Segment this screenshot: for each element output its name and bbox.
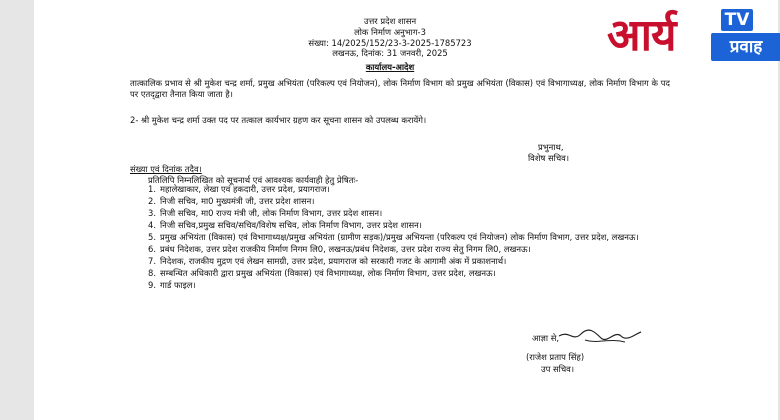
list-item-number: 5. [148,232,156,242]
logo-tv-badge: TV [721,9,753,31]
list-item-text: सम्बन्धित अधिकारी द्वारा प्रमुख अभियंता (विकास) एवं विभागाध्यक्ष, लोक निर्माण विभाग, उत्तर प्रदेश, लखनऊ। [160,268,496,278]
list-item [130,256,675,267]
signoff-designation: विशेष सचिव। [528,153,570,163]
list-item-text: प्रबंध निदेशक, उत्तर प्रदेश राजकीय निर्माण निगम लि0, लखनऊ/प्रबंध निदेशक, उत्तर प्रदेश राज्य सेतु निगम लि0, लखनऊ। [160,244,531,254]
signoff-name: प्रभुनाथ, [538,142,564,152]
list-item [130,184,675,195]
list-item-text: निजी सचिव, मा0 राज्य मंत्री जी, लोक निर्माण विभाग, उत्तर प्रदेश शासन। [160,208,383,218]
list-item [130,196,675,207]
list-item [130,244,675,255]
list-item [130,280,675,291]
list-item [130,268,675,279]
order-paragraph-1: तात्कालिक प्रभाव से श्री मुकेश चन्द्र शर्मा, प्रमुख अभियंता (परिकल्प एवं नियोजन), लोक निर्माण विभाग को प्रमुख अभियंता (विकास) एवं विभागाध्यक्ष, लोक निर्माण विभाग के पद पर एतद्‌द्वारा तैनात किया जाता है। [130,78,670,99]
order-paragraph-2: 2- श्री मुकेश चन्द्र शर्मा उक्त पद पर तत्काल कार्यभार ग्रहण कर सूचना शासन को उपलब्ध करायेंगे। [130,115,427,125]
closing-order-text: आज्ञा से, [532,333,560,343]
list-item-number: 4. [148,220,156,230]
header-government: उत्तर प्रदेश शासन [363,16,417,26]
header-section: लोक निर्माण अनुभाग-3 [354,27,426,37]
list-item-text: निजी सचिव, मा0 मुख्यमंत्री जी, उत्तर प्रदेश शासन। [160,196,315,206]
list-item-number: 7. [148,256,156,266]
copy-recipient-list [130,184,675,292]
list-item-number: 6. [148,244,156,254]
list-item-text: निदेशक, राजकीय मुद्रण एवं लेखन सामग्री, उत्तर प्रदेश, प्रयागराज को सरकारी गजट के आगामी अंक में प्रकाशनार्थ। [160,256,507,266]
list-item-text: महालेखाकार, लेखा एवं हकदारी, उत्तर प्रदेश, प्रयागराज। [160,184,330,194]
header-date: लखनऊ, दिनांक: 31 जनवरी, 2025 [332,48,448,58]
closing-designation: उप सचिव। [541,364,574,374]
list-item [130,232,675,243]
logo-main-text: आर्य [607,10,676,61]
document-title: कार्यालय-आदेश [365,62,415,72]
list-item-number: 1. [148,184,156,194]
list-item [130,208,675,219]
list-item-number: 2. [148,196,156,206]
logo-sub-text: प्रवाह [711,33,780,61]
reference-line: संख्या एवं दिनांक तदैव। [130,164,202,174]
list-item-number: 3. [148,208,156,218]
list-item-number: 8. [148,268,156,278]
list-item-text: प्रमुख अभियंता (विकास) एवं विभागाध्यक्ष/प्रमुख अभियंता (ग्रामीण सड़क)/प्रमुख अभियन्ता (परिकल्प एवं नियोजन) लोक निर्माण विभाग, उत्तर प्रदेश, लखनऊ। [160,232,639,242]
closing-name: (राजेश प्रताप सिंह) [526,352,585,362]
handwritten-signature [555,328,645,354]
list-item [130,220,675,231]
list-item-text: निजी सचिव,प्रमुख सचिव/सचिव/विशेष सचिव, लोक निर्माण विभाग, उत्तर प्रदेश शासन। [160,220,422,230]
list-item-number: 9. [148,280,156,290]
channel-logo [607,3,780,67]
list-item-text: गार्ड फाइल। [160,280,196,290]
header-reference-number: संख्या: 14/2025/152/23-3-2025-1785723 [308,38,472,48]
copy-intro: प्रतिलिपि निम्नलिखित को सूचनार्थ एवं आवश्यक कार्यवाही हेतु प्रेषितः- [148,175,359,185]
